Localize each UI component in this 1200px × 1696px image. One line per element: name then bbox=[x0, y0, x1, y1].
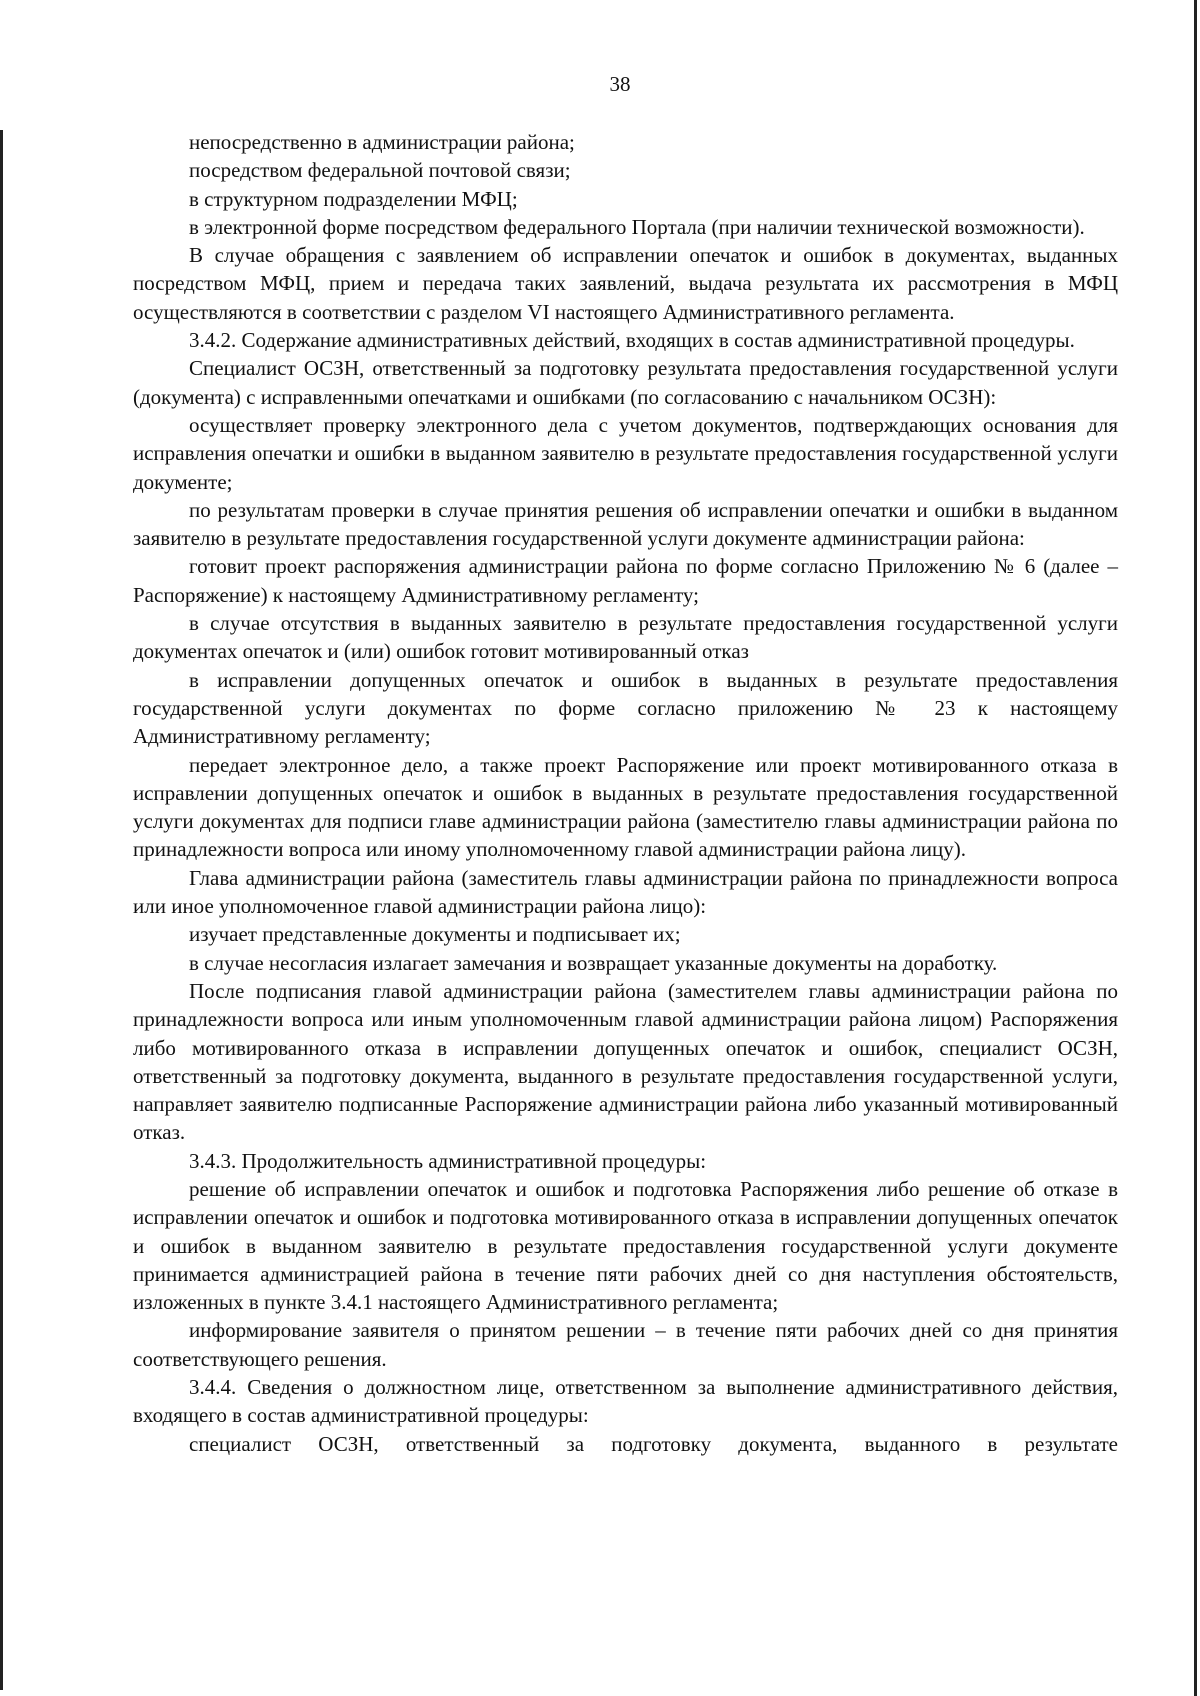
paragraph: в случае несогласия излагает замечания и возвращает указанные документы на доработку. bbox=[189, 950, 998, 975]
paragraph: После подписания главой администрации района (заместителем главы администрации района по принадлежности вопроса или иным уполномоченным главой администрации района лицом) Распоряжения либо мотивированного отказа в исправлении допущенных опечаток и ошибок, специалист ОСЗН, ответственный за подготовку документа, выданного в результате предоставления государственной услуги, направляет заявителю подписанные Распоряжение администрации района либо указанный мотивированный отказ. bbox=[133, 978, 1118, 1145]
page-number: 38 bbox=[609, 72, 631, 96]
paragraph: информирование заявителя о принятом решении – в течение пяти рабочих дней со дня принятия соответствующего решения. bbox=[133, 1318, 1118, 1371]
paragraph: в электронной форме посредством федерального Портала (при наличии технической возможности). bbox=[189, 214, 1085, 239]
paragraph: готовит проект распоряжения администрации района по форме согласно Приложению № 6 (далее – Распоряжение) к настоящему Административному регламенту; bbox=[133, 554, 1118, 607]
paragraph: посредством федеральной почтовой связи; bbox=[189, 158, 571, 183]
paragraph: 3.4.4. Сведения о должностном лице, ответственном за выполнение административного действия, входящего в состав административной процедуры: bbox=[133, 1375, 1118, 1428]
paragraph: в структурном подразделении МФЦ; bbox=[189, 186, 518, 211]
paragraph: по результатам проверки в случае принятия решения об исправлении опечатки и ошибки в выданном заявителю в результате предоставления государственной услуги документе администрации района: bbox=[133, 497, 1118, 551]
paragraph: передает электронное дело, а также проект Распоряжение или проект мотивированного отказа в исправлении допущенных опечаток и ошибок в выданных в результате предоставления государственной услуги документах для подписи главе администрации района (заместителю главы администрации района по принадлежности вопроса или иному уполномоченному главой администрации района лицу). bbox=[133, 752, 1118, 862]
paragraph: 3.4.2. Содержание административных действий, входящих в состав административной процедуры. bbox=[189, 328, 1075, 353]
paragraph: в случае отсутствия в выданных заявителю в результате предоставления государственной услуги документах опечаток и (или) ошибок готовит мотивированный отказ bbox=[133, 611, 1118, 664]
scan-edge-right bbox=[1194, 0, 1197, 1696]
scan-edge-left bbox=[0, 130, 3, 1690]
paragraph: Специалист ОСЗН, ответственный за подготовку результата предоставления государственной услуги (документа) с исправленными опечатками и ошибками (по согласованию с начальником ОСЗН): bbox=[133, 356, 1118, 409]
document-body bbox=[133, 128, 1118, 1458]
paragraph: изучает представленные документы и подписывает их; bbox=[189, 922, 681, 947]
paragraph: непосредственно в администрации района; bbox=[189, 130, 575, 154]
paragraph: специалист ОСЗН, ответственный за подготовку документа, выданного в результате bbox=[189, 1431, 1118, 1456]
paragraph: 3.4.3. Продолжительность административной процедуры: bbox=[189, 1148, 707, 1173]
paragraph: В случае обращения с заявлением об исправлении опечаток и ошибок в документах, выданных посредством МФЦ, прием и передача таких заявлений, выдача результата их рассмотрения в МФЦ осуществляются в соответствии с разделом VI настоящего Административного регламента. bbox=[133, 243, 1118, 324]
paragraph: решение об исправлении опечаток и ошибок и подготовка Распоряжения либо решение об отказе в исправлении опечаток и ошибок и подготовка мотивированного отказа в исправлении допущенных опечаток и ошибок в выданном заявителю в результате предоставления государственной услуги документе принимается администрацией района в течение пяти рабочих дней со дня наступления обстоятельств, изложенных в пункте 3.4.1 настоящего Административного регламента; bbox=[133, 1176, 1118, 1315]
paragraph: в исправлении допущенных опечаток и ошибок в выданных в результате предоставления государственной услуги документах по форме согласно приложению № 23 к настоящему Административному регламенту; bbox=[133, 667, 1118, 749]
paragraph: осуществляет проверку электронного дела с учетом документов, подтверждающих основания для исправления опечатки и ошибки в выданном заявителю в результате предоставления государственной услуги документе; bbox=[133, 412, 1118, 494]
paragraph: Глава администрации района (заместитель главы администрации района по принадлежности вопроса или иное уполномоченное главой администрации района лицо): bbox=[133, 865, 1118, 919]
